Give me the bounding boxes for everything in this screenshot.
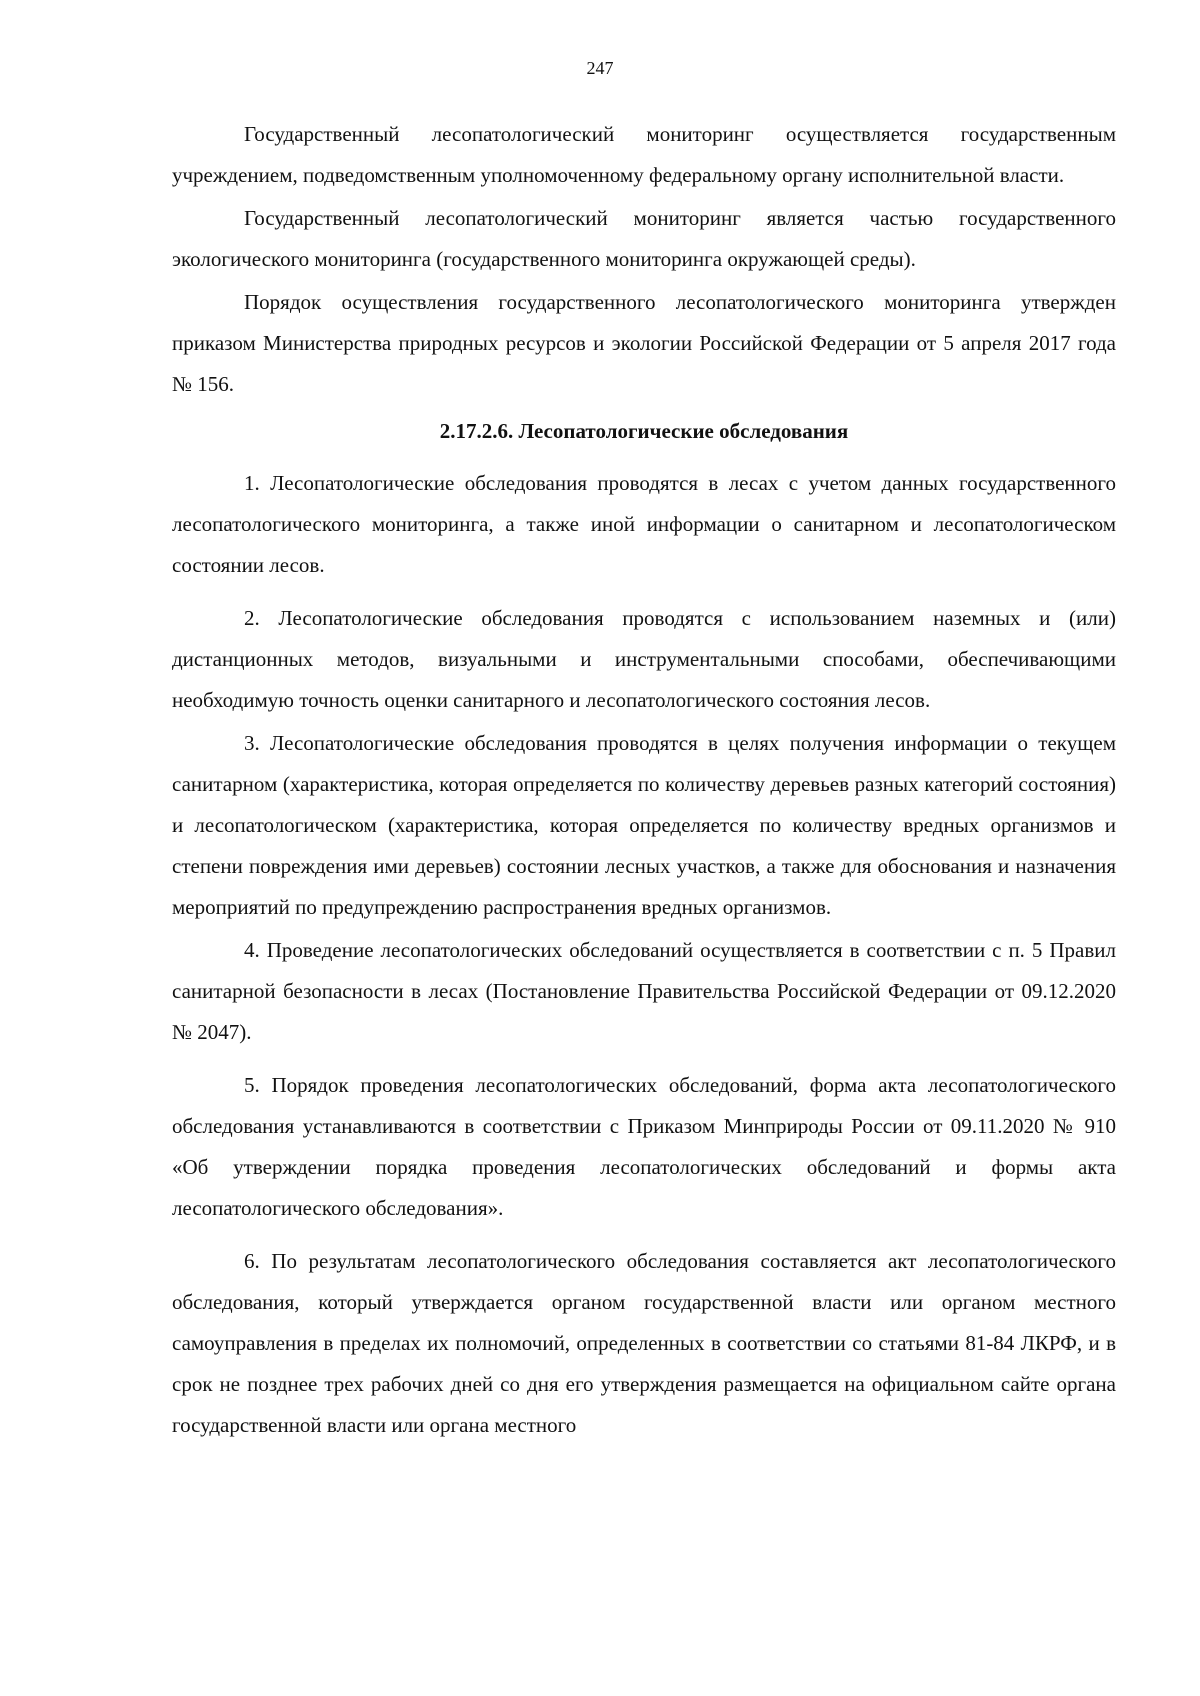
page-number: 247 (586, 58, 614, 78)
item-1: 1. Лесопатологические обследования проводятся в лесах с учетом данных государственного лесопатологического мониторинга, а также иной информации о санитарном и лесопатологическом состоянии лесов. (172, 471, 1116, 577)
intro-paragraph-2: Государственный лесопатологический мониторинг является частью государственного экологического мониторинга (государственного мониторинга окружающей среды). (172, 206, 1116, 271)
intro-paragraph-1: Государственный лесопатологический мониторинг осуществляется государственным учреждением, подведомственным уполномоченному федеральному органу исполнительной власти. (172, 122, 1116, 187)
page-body (172, 114, 1116, 1446)
section-title: 2.17.2.6. Лесопатологические обследования (439, 419, 849, 443)
item-3: 3. Лесопатологические обследования проводятся в целях получения информации о текущем санитарном (характеристика, которая определяется по количеству деревьев разных категорий состояния) и лесопатологическом (характеристика, которая определяется по количеству вредных организмов и степени повреждения ими деревьев) состоянии лесных участков, а также для обоснования и назначения мероприятий по предупреждению распространения вредных организмов. (172, 731, 1116, 919)
item-4: 4. Проведение лесопатологических обследований осуществляется в соответствии с п. 5 Правил санитарной безопасности в лесах (Постановление Правительства Российской Федерации от 09.12.2020 № 2047). (172, 938, 1116, 1044)
item-6: 6. По результатам лесопатологического обследования составляется акт лесопатологического обследования, который утверждается органом государственной власти или органом местного самоуправления в пределах их полномочий, определенных в соответствии со статьями 81-84 ЛКРФ, и в срок не позднее трех рабочих дней со дня его утверждения размещается на официальном сайте органа государственной власти или органа местного (172, 1249, 1116, 1437)
item-2: 2. Лесопатологические обследования проводятся с использованием наземных и (или) дистанционных методов, визуальными и инструментальными способами, обеспечивающими необходимую точность оценки санитарного и лесопатологического состояния лесов. (172, 606, 1116, 712)
intro-paragraph-3: Порядок осуществления государственного лесопатологического мониторинга утвержден приказом Министерства природных ресурсов и экологии Российской Федерации от 5 апреля 2017 года № 156. (172, 290, 1116, 396)
item-5: 5. Порядок проведения лесопатологических обследований, форма акта лесопатологического обследования устанавливаются в соответствии с Приказом Минприроды России от 09.11.2020 № 910 «Об утверждении порядка проведения лесопатологических обследований и формы акта лесопатологического обследования». (172, 1073, 1116, 1220)
